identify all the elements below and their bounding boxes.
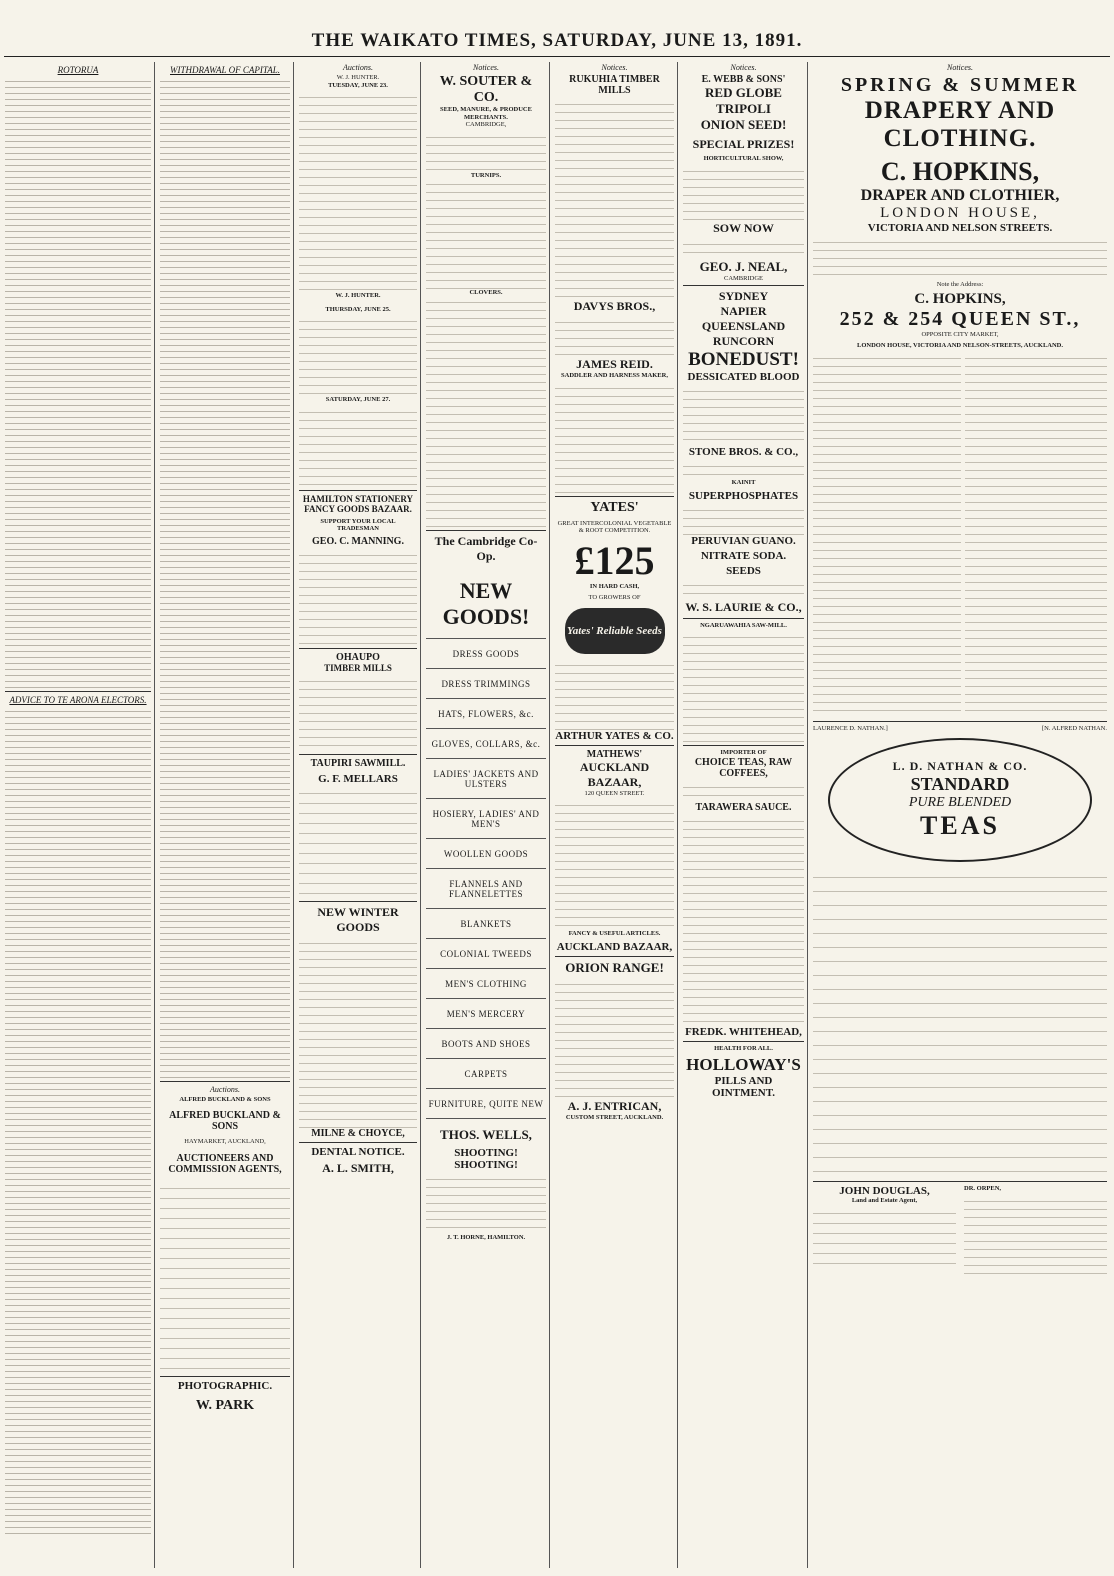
prize-note: IN HARD CASH, [589,582,640,590]
column-7 [810,62,1110,1568]
divider [683,745,804,746]
ad-body [813,868,1107,1178]
auctioneer: W. J. HUNTER. [335,292,381,299]
goods-list [426,638,546,1119]
article-body [160,78,290,1078]
hopkins-corner: LONDON HOUSE, VICTORIA AND NELSON-STREETS, AUCKLAND. [856,342,1063,349]
coop-heading: The Cambridge Co-Op. [434,533,538,563]
ad-body [426,297,546,527]
reliable-seeds-logo: Yates' Reliable Seeds [565,608,665,654]
importer-heading: IMPORTER OF [720,749,767,756]
ad-body [299,788,417,898]
column-1 [2,62,155,1568]
spring-summer-heading: SPRING & SUMMER [840,74,1080,96]
column-2 [157,62,294,1568]
dessicated-blood-heading: DESSICATED BLOOD [687,371,800,383]
orpen-ad [964,1185,1107,1276]
neal-place: CAMBRIDGE [723,274,763,282]
onion-line-1: RED GLOBE [705,85,782,100]
masthead [0,0,1114,62]
divider [299,490,417,491]
reid-trade: SADDLER AND HARNESS MAKER, [561,372,668,379]
ad-body [426,1174,546,1234]
onion-line-2: TRIPOLI [716,101,771,116]
list-item: GLOVES, COLLARS, &c. [426,729,546,759]
article-body [5,78,151,688]
bazaar-heading: AUCKLAND BAZAAR, [579,759,650,789]
douglas-role: Land and Estate Agent, [851,1197,918,1204]
divider [813,1181,1107,1182]
list-item: FURNITURE, QUITE NEW [426,1089,546,1119]
ad-body [813,237,1107,281]
ad-body [964,1196,1107,1276]
divider [426,530,546,531]
ad-body [555,979,674,1099]
divider [555,956,674,957]
support-tagline: SUPPORT YOUR LOCAL TRADESMAN [320,517,396,532]
auctioneer-name: ALFRED BUCKLAND & SONS [179,1096,271,1103]
article-body [5,708,151,1538]
ad-body [555,99,674,299]
timber-mills-heading: TIMBER MILLS [324,662,392,673]
pills-heading: PILLS AND OINTMENT. [711,1075,776,1099]
sale-body [299,316,417,396]
souter-location: CAMBRIDGE, [465,121,507,128]
seal-standard: STANDARD [910,774,1010,794]
ad-body [426,179,546,289]
dental-heading: DENTAL NOTICE. [311,1145,405,1158]
smith-name: A. L. SMITH, [322,1160,394,1175]
divider [299,648,417,649]
hopkins-address: 252 & 254 QUEEN ST., [839,307,1081,330]
column-3 [296,62,421,1568]
notices-label: Notices. [947,63,973,72]
column-5 [552,62,678,1568]
mathews-heading: MATHEWS' [586,748,643,760]
prize-amount: £125 [574,537,655,583]
column-4 [423,62,550,1568]
nathan-right: [N. ALFRED NATHAN. [1042,724,1107,732]
divider [555,496,674,497]
sale-date: THURSDAY, JUNE 25. [325,305,391,313]
ad-body [299,938,417,1128]
article-heading-advice: ADVICE TO TE ARONA ELECTORS. [9,695,147,705]
article-heading-rotorua: ROTORUA [57,65,99,75]
tarawera-heading: TARAWERA SAUCE. [695,801,792,813]
ad-body [160,1183,290,1373]
list-item: DRESS TRIMMINGS [426,669,546,699]
kainit-heading: KAINIT [731,479,756,486]
entrican-name: A. J. ENTRICAN, [567,1098,662,1113]
bonedust-origin-2: NAPIER [720,304,767,318]
bonedust-origin-4: RUNCORN [712,334,775,348]
ad-body [683,461,804,479]
list-item: BOOTS AND SHOES [426,1029,546,1059]
taupiri-heading: TAUPIRI SAWMILL. [310,757,406,769]
health-heading: HEALTH FOR ALL. [714,1044,773,1052]
souter-name: W. SOUTER & CO. [439,74,533,105]
divider [813,721,1107,722]
bottom-ads [813,1185,1107,1276]
shooting-heading: SHOOTING! SHOOTING! [454,1146,518,1171]
ad-body [683,239,804,259]
photographic-heading: PHOTOGRAPHIC. [177,1380,273,1392]
list-item: WOOLLEN GOODS [426,839,546,869]
bazaar-address: 120 QUEEN STREET. [584,789,645,797]
auctioneer-role: AUCTIONEERS AND COMMISSION AGENTS, [168,1153,282,1175]
entrican-address: CUSTOM STREET, AUCKLAND. [565,1113,664,1121]
list-item: COLONIAL TWEEDS [426,939,546,969]
sale-date: TUESDAY, JUNE 23. [328,81,388,89]
ad-body [683,632,804,742]
winter-goods-heading: NEW WINTER GOODS [317,904,399,934]
peruvian-guano-heading: PERUVIAN GUANO. [691,534,796,547]
sale-date: SATURDAY, JUNE 27. [325,396,391,403]
sow-now-heading: SOW NOW [713,220,774,235]
holloway-heading: HOLLOWAY'S [686,1055,801,1074]
hopkins-opposite: OPPOSITE CITY MARKET, [921,330,999,338]
hopkins-trade: DRAPER AND CLOTHIER, [860,187,1060,204]
whitehead-name: FREDK. WHITEHEAD, [685,1025,802,1038]
column-6 [680,62,808,1568]
arthur-yates-name: ARTHUR YATES & CO. [555,729,674,742]
manning-name: GEO. C. MANNING. [312,535,404,547]
orpen-name: DR. ORPEN, [964,1185,1002,1192]
stationery-heading: HAMILTON STATIONERY [302,493,414,504]
notices-label: Notices. [601,63,628,72]
address-note: Note the Address: [936,281,984,288]
auctions-label: Auctions. [343,63,373,72]
turnips-heading: TURNIPS. [470,171,502,179]
auctions-label: Auctions. [210,1085,240,1094]
divider [160,1376,290,1377]
neal-name: GEO. J. NEAL, [699,258,788,274]
ad-body [555,660,674,730]
list-item: LADIES' JACKETS AND ULSTERS [426,759,546,799]
divider [160,1081,290,1082]
ad-body [683,782,804,802]
newspaper-title: THE WAIKATO TIMES, SATURDAY, JUNE 13, 1891. [311,30,803,51]
list-item: MEN'S MERCERY [426,999,546,1029]
article-heading-capital: WITHDRAWAL OF CAPITAL. [170,65,280,75]
divider [299,901,417,902]
ad-body [683,166,804,221]
divider [683,1041,804,1042]
auctioneer: W. J. HUNTER. [336,74,380,81]
ad-body [683,505,804,535]
ad-body [683,580,804,600]
growers-note: TO GROWERS OF [588,594,641,601]
nathan-left: LAURENCE D. NATHAN.] [813,724,888,732]
hopkins-name: C. HOPKINS, [880,157,1040,186]
london-house-heading: LONDON HOUSE, [880,205,1040,221]
new-goods-heading: NEW GOODS! [442,577,530,629]
competition-heading: GREAT INTERCOLONIAL VEGETABLE & ROOT COMPETITION. [557,519,672,534]
davys-name: DAVYS BROS., [573,299,656,313]
yates-heading: YATES' [590,499,639,515]
reid-name: JAMES REID. [576,357,653,371]
orion-heading: ORION RANGE! [565,959,664,975]
sawmill-heading: NGARUAWAHIA SAW-MILL. [700,621,787,629]
list-item: MEN'S CLOTHING [426,969,546,999]
auctioneer-name-large: ALFRED BUCKLAND & SONS [169,1109,281,1132]
list-item: FLANNELS AND FLANNELETTES [426,869,546,909]
divider [299,1142,417,1143]
sale-body [299,92,417,292]
ad-body [299,550,417,645]
ohaupo-heading: OHAUPO [336,651,380,663]
nitrate-soda-heading: NITRATE SODA. [700,549,787,562]
notices-label: Notices. [730,63,757,72]
price-list [813,353,1107,718]
sale-body [299,407,417,487]
list-item: CARPETS [426,1059,546,1089]
webb-heading: E. WEBB & SONS' [701,74,786,85]
divider [555,745,674,746]
bonedust-heading: BONEDUST! [688,349,799,370]
park-name: W. PARK [195,1398,255,1413]
hopkins-name-repeat: C. HOPKINS, [914,290,1006,307]
laurie-name: W. S. LAURIE & CO., [685,599,802,614]
list-item: HOSIERY, LADIES' AND MEN'S [426,799,546,839]
coffees-heading: CHOICE TEAS, RAW COFFEES, [694,756,793,779]
ad-body [555,317,674,357]
ad-body [555,800,674,930]
notices-label: Notices. [473,63,499,72]
fancy-goods-heading: FANCY GOODS BAZAAR. [304,503,412,514]
nathan-tea-seal [828,738,1092,862]
ad-body [683,816,804,1026]
seal-name: L. D. NATHAN & CO. [892,759,1028,773]
show-heading: HORTICULTURAL SHOW, [703,155,784,162]
special-prizes-heading: SPECIAL PRIZES! [692,137,795,151]
auctioneer-location: HAYMARKET, AUCKLAND, [184,1137,266,1145]
milne-choyce-name: MILNE & CHOYCE, [311,1127,405,1139]
souter-tagline: SEED, MANURE, & PRODUCE MERCHANTS. [440,106,532,121]
ad-body [555,383,674,493]
onion-line-3: ONION SEED! [700,117,787,132]
divider [683,618,804,619]
nathan-names [813,725,1107,733]
ad-body [426,132,546,172]
ad-body [299,676,417,751]
bonedust-origin-1: SYDNEY [718,289,769,303]
bazaar-heading-repeat: AUCKLAND BAZAAR, [556,940,673,953]
seal-pure-blended: PURE BLENDED [908,795,1012,810]
ad-body [683,386,804,446]
list-item: BLANKETS [426,909,546,939]
divider [5,691,151,692]
douglas-name: JOHN DOUGLAS, [839,1185,930,1197]
hopkins-location: VICTORIA AND NELSON STREETS. [867,222,1053,234]
douglas-ad [813,1185,956,1276]
superphosphates-heading: SUPERPHOSPHATES [688,489,799,502]
list-item: HATS, FLOWERS, &c. [426,699,546,729]
seeds-heading: SEEDS [726,564,761,577]
stone-bros-name: STONE BROS. & CO., [688,446,799,458]
mellars-name: G. F. MELLARS [318,772,398,785]
divider [683,285,804,286]
clovers-heading: CLOVERS. [469,289,503,296]
rukuhia-heading: RUKUHIA TIMBER MILLS [569,74,660,96]
ad-body [813,1208,956,1268]
fancy-useful-heading: FANCY & USEFUL ARTICLES. [568,930,661,937]
horne-name: J. T. HORNE, HAMILTON. [446,1233,526,1241]
masthead-rule [4,56,1110,57]
wells-name: THOS. WELLS, [440,1126,532,1142]
list-item: DRESS GOODS [426,639,546,669]
divider [299,754,417,755]
drapery-heading: DRAPERY AND CLOTHING. [864,97,1056,152]
seal-teas: TEAS [920,811,1000,840]
bonedust-origin-3: QUEENSLAND [701,319,786,333]
